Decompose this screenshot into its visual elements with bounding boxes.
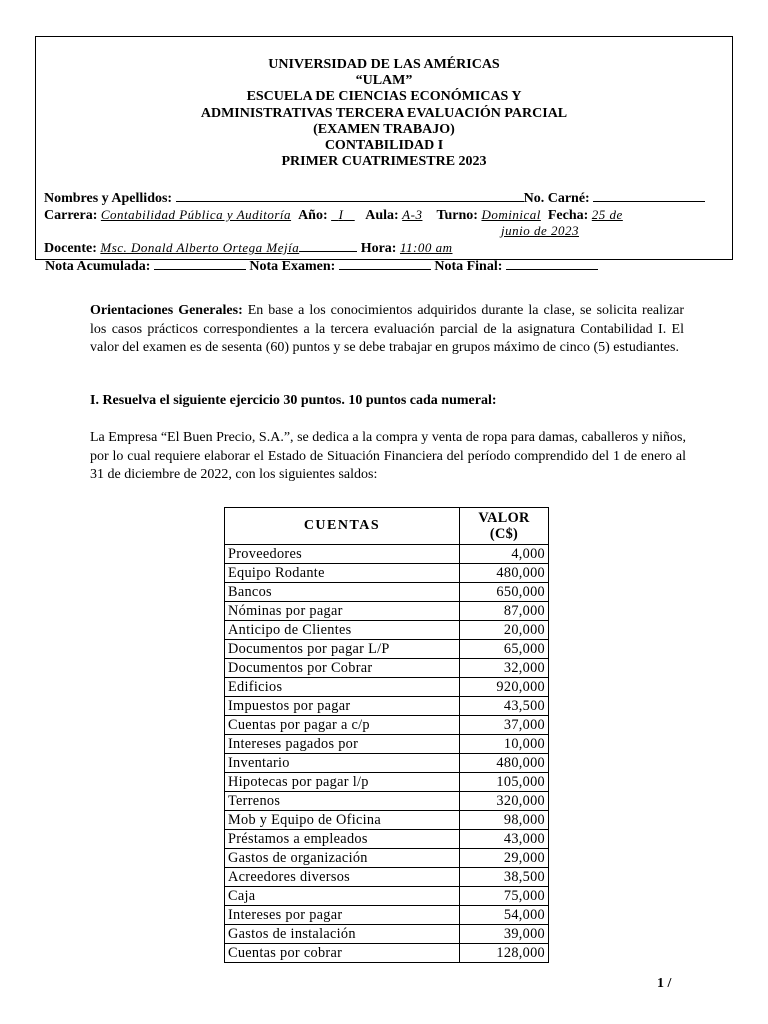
page-number: 1 / bbox=[657, 976, 672, 991]
grade-accum-label: Nota Acumulada: bbox=[45, 259, 151, 274]
time-value: 11:00 am bbox=[399, 240, 453, 255]
table-row bbox=[225, 735, 549, 754]
account-value-cell: 29,000 bbox=[460, 849, 549, 868]
table-row bbox=[225, 716, 549, 735]
table-row bbox=[225, 659, 549, 678]
table-row bbox=[225, 849, 549, 868]
year-label: Año: bbox=[298, 208, 328, 223]
table-row bbox=[225, 583, 549, 602]
account-name-cell: Cuentas por cobrar bbox=[225, 944, 460, 963]
header-accounts: CUENTAS bbox=[225, 508, 460, 545]
name-field[interactable] bbox=[176, 189, 524, 202]
table-row bbox=[225, 944, 549, 963]
orientation-text: En base a los conocimientos adquiridos durante la clase, se solicita realizar los casos prácticos correspondientes a la tercera evaluación parcial de la asignatura Contabilidad I. El valor del examen es de sesenta (60) puntos y se debe trabajar en grupos máximo de cinco (5) estudiantes. bbox=[90, 303, 684, 355]
grade-final-field[interactable] bbox=[506, 257, 598, 270]
account-value-cell: 75,000 bbox=[460, 887, 549, 906]
career-label: Carrera: bbox=[44, 208, 98, 223]
account-value-cell: 4,000 bbox=[460, 545, 549, 564]
account-value-cell: 54,000 bbox=[460, 906, 549, 925]
title-line-exam-type: (EXAMEN TRABAJO) bbox=[313, 121, 455, 137]
account-value-cell: 43,500 bbox=[460, 697, 549, 716]
account-name-cell: Préstamos a empleados bbox=[225, 830, 460, 849]
account-value-cell: 20,000 bbox=[460, 621, 549, 640]
account-name-cell: Hipotecas por pagar l/p bbox=[225, 773, 460, 792]
account-value-cell: 43,000 bbox=[460, 830, 549, 849]
classroom-label: Aula: bbox=[365, 208, 399, 223]
account-value-cell: 65,000 bbox=[460, 640, 549, 659]
account-value-cell: 128,000 bbox=[460, 944, 549, 963]
date-label: Fecha: bbox=[547, 208, 589, 223]
date-value-2: junio de 2023 bbox=[501, 223, 579, 238]
account-value-cell: 37,000 bbox=[460, 716, 549, 735]
table-row bbox=[225, 830, 549, 849]
teacher-value: Msc. Donald Alberto Ortega Mejía bbox=[100, 240, 300, 255]
account-name-cell: Gastos de organización bbox=[225, 849, 460, 868]
account-value-cell: 105,000 bbox=[460, 773, 549, 792]
table-row bbox=[225, 925, 549, 944]
title-line-school-1: ESCUELA DE CIENCIAS ECONÓMICAS Y bbox=[246, 89, 522, 105]
general-orientation bbox=[90, 302, 684, 358]
account-value-cell: 38,500 bbox=[460, 868, 549, 887]
table-row bbox=[225, 773, 549, 792]
account-name-cell: Impuestos por pagar bbox=[225, 697, 460, 716]
account-name-cell: Nóminas por pagar bbox=[225, 602, 460, 621]
grade-exam-field[interactable] bbox=[339, 257, 431, 270]
account-name-cell: Inventario bbox=[225, 754, 460, 773]
header-value-line-1: VALOR bbox=[478, 510, 530, 526]
shift-value: Dominical bbox=[481, 207, 541, 222]
table-row bbox=[225, 792, 549, 811]
table-row bbox=[225, 602, 549, 621]
section-1-title: I. Resuelva el siguiente ejercicio 30 puntos. 10 puntos cada numeral: bbox=[90, 393, 497, 408]
exam-header-box bbox=[35, 36, 733, 260]
table-row bbox=[225, 868, 549, 887]
date-value-1: 25 de bbox=[591, 207, 623, 222]
section-1-intro: La Empresa “El Buen Precio, S.A.”, se dedica a la compra y venta de ropa para damas, caballeros y niños, por lo cual requiere elaborar el Estado de Situación Financiera del período comprendido del 1 de enero al 31 de diciembre de 2022, con los siguientes saldos: bbox=[90, 430, 686, 482]
account-name-cell: Gastos de instalación bbox=[225, 925, 460, 944]
exam-title-block bbox=[36, 57, 732, 170]
account-value-cell: 650,000 bbox=[460, 583, 549, 602]
account-value-cell: 98,000 bbox=[460, 811, 549, 830]
account-name-cell: Anticipo de Clientes bbox=[225, 621, 460, 640]
title-line-term: PRIMER CUATRIMESTRE 2023 bbox=[281, 154, 487, 170]
career-row bbox=[44, 207, 722, 224]
account-value-cell: 39,000 bbox=[460, 925, 549, 944]
table-row bbox=[225, 564, 549, 583]
account-value-cell: 320,000 bbox=[460, 792, 549, 811]
orientation-label: Orientaciones Generales: bbox=[90, 303, 243, 318]
table-row bbox=[225, 678, 549, 697]
table-row bbox=[225, 545, 549, 564]
grade-final-label: Nota Final: bbox=[434, 259, 503, 274]
account-name-cell: Equipo Rodante bbox=[225, 564, 460, 583]
account-name-cell: Documentos por pagar L/P bbox=[225, 640, 460, 659]
account-rows bbox=[225, 545, 549, 963]
table-row bbox=[225, 697, 549, 716]
title-line-school-2: ADMINISTRATIVAS TERCERA EVALUACIÓN PARCIAL bbox=[200, 105, 568, 121]
account-name-cell: Cuentas por pagar a c/p bbox=[225, 716, 460, 735]
header-value-line-2: (C$) bbox=[489, 526, 519, 542]
account-name-cell: Documentos por Cobrar bbox=[225, 659, 460, 678]
grades-row bbox=[45, 257, 758, 275]
accounts-table bbox=[224, 507, 549, 963]
teacher-label: Docente: bbox=[44, 241, 97, 256]
table-row bbox=[225, 887, 549, 906]
carne-field[interactable] bbox=[593, 189, 705, 202]
account-name-cell: Intereses pagados por bbox=[225, 735, 460, 754]
account-value-cell: 480,000 bbox=[460, 754, 549, 773]
account-name-cell: Edificios bbox=[225, 678, 460, 697]
teacher-row bbox=[44, 239, 722, 257]
title-line-course: CONTABILIDAD I bbox=[324, 138, 444, 154]
account-value-cell: 87,000 bbox=[460, 602, 549, 621]
year-value bbox=[331, 207, 355, 222]
title-line-university: UNIVERSIDAD DE LAS AMÉRICAS bbox=[268, 57, 500, 72]
classroom-value: A-3 bbox=[402, 207, 423, 222]
header-value bbox=[460, 508, 549, 545]
account-value-cell: 480,000 bbox=[460, 564, 549, 583]
account-value-cell: 32,000 bbox=[460, 659, 549, 678]
account-name-cell: Caja bbox=[225, 887, 460, 906]
account-name-cell: Acreedores diversos bbox=[225, 868, 460, 887]
carne-label: No. Carné: bbox=[523, 191, 590, 206]
date-continuation-row bbox=[501, 223, 722, 240]
year-value-text: I bbox=[338, 207, 344, 222]
account-name-cell: Intereses por pagar bbox=[225, 906, 460, 925]
table-header-row bbox=[225, 508, 549, 545]
title-line-acronym: “ULAM” bbox=[355, 73, 413, 89]
time-label: Hora: bbox=[360, 241, 397, 256]
account-name-cell: Mob y Equipo de Oficina bbox=[225, 811, 460, 830]
account-value-cell: 920,000 bbox=[460, 678, 549, 697]
table-row bbox=[225, 640, 549, 659]
shift-label: Turno: bbox=[436, 208, 478, 223]
name-row bbox=[44, 189, 722, 207]
career-value: Contabilidad Pública y Auditoría bbox=[100, 207, 292, 222]
account-value-cell: 10,000 bbox=[460, 735, 549, 754]
account-name-cell: Bancos bbox=[225, 583, 460, 602]
account-name-cell: Terrenos bbox=[225, 792, 460, 811]
name-label: Nombres y Apellidos: bbox=[44, 191, 173, 206]
table-row bbox=[225, 621, 549, 640]
grade-exam-label: Nota Examen: bbox=[249, 259, 336, 274]
table-row bbox=[225, 906, 549, 925]
table-row bbox=[225, 754, 549, 773]
account-name-cell: Proveedores bbox=[225, 545, 460, 564]
teacher-underline bbox=[299, 239, 357, 252]
table-row bbox=[225, 811, 549, 830]
grade-accum-field[interactable] bbox=[154, 257, 246, 270]
